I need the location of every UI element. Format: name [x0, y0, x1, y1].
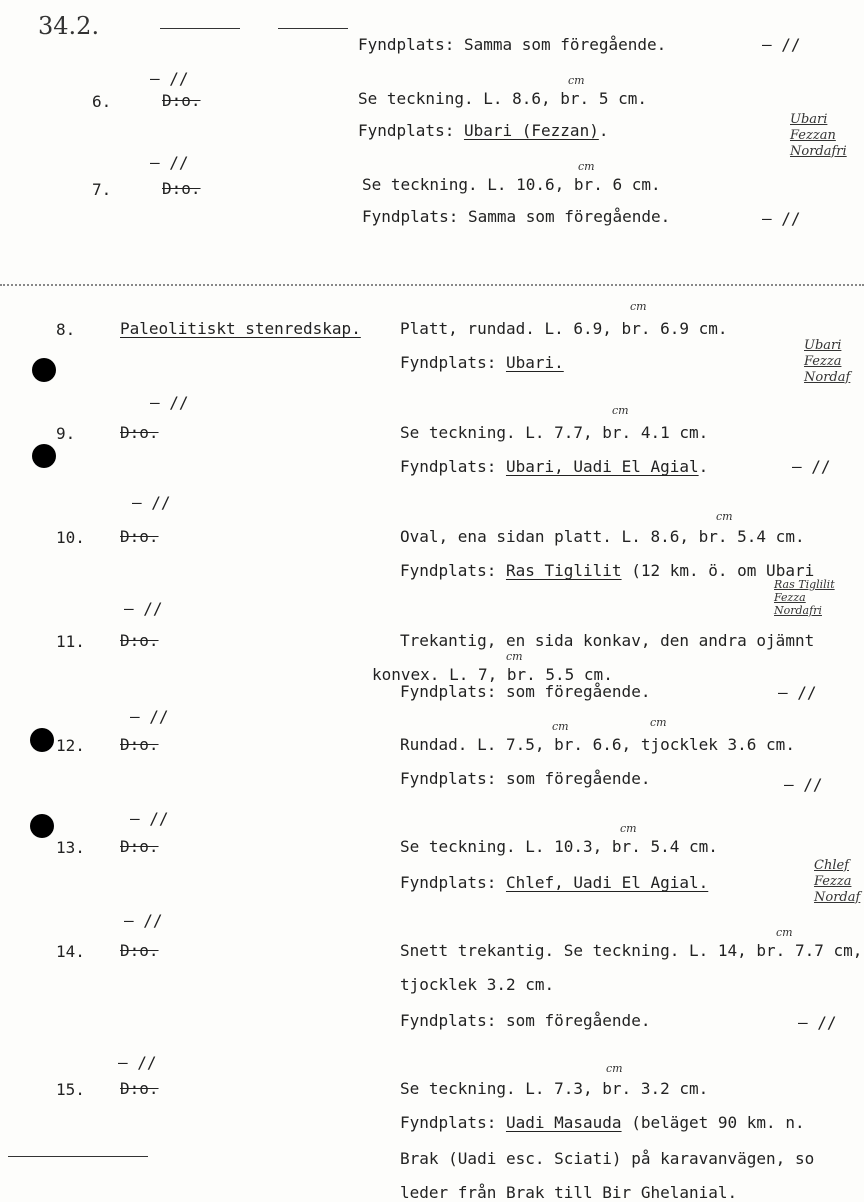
bullet-dot — [30, 814, 54, 838]
margin-note-chlef: Chlef Fezza Nordaf — [814, 858, 861, 905]
entry-11-number: 11. — [56, 632, 85, 651]
ditto-mark: — // — [150, 153, 189, 172]
bullet-dot — [32, 358, 56, 382]
footer-rule — [8, 1156, 148, 1157]
header-rule-2 — [278, 28, 348, 29]
ditto-mark-right: — // — [792, 457, 831, 476]
ditto-mark: — // — [124, 599, 163, 618]
entry-12-number: 12. — [56, 736, 85, 755]
margin-note-ras: Ras Tiglilit Fezza Nordafri — [774, 578, 835, 617]
cm-mark: cm — [578, 160, 595, 173]
entry-12-ditto: D:o. — [120, 735, 159, 754]
ditto-mark: — // — [130, 809, 169, 828]
entry-9-line-2: Fyndplats: Ubari, Uadi El Agial. — [400, 457, 709, 476]
cm-mark: cm — [552, 720, 569, 733]
entry-0-line-1: Fyndplats: Samma som föregående. — [358, 35, 667, 54]
entry-12-line-1: Rundad. L. 7.5, br. 6.6, tjocklek 3.6 cm. — [400, 735, 795, 754]
cm-mark: cm — [776, 926, 793, 939]
entry-13-line-1: Se teckning. L. 10.3, br. 5.4 cm. — [400, 837, 718, 856]
page-break — [0, 284, 864, 286]
entry-10-line-1: Oval, ena sidan platt. L. 8.6, br. 5.4 cm. — [400, 527, 805, 546]
cm-mark: cm — [716, 510, 733, 523]
cm-mark: cm — [568, 74, 585, 87]
ditto-mark: — // — [124, 911, 163, 930]
entry-11-ditto: D:o. — [120, 631, 159, 650]
entry-13-ditto: D:o. — [120, 837, 159, 856]
ditto-mark-right: — // — [762, 209, 801, 228]
entry-13-line-2: Fyndplats: Chlef, Uadi El Agial. — [400, 873, 709, 892]
bullet-dot — [32, 444, 56, 468]
entry-6-ditto: D:o. — [162, 91, 201, 110]
ditto-mark: — // — [118, 1053, 157, 1072]
ditto-mark: — // — [150, 393, 189, 412]
entry-8-number: 8. — [56, 320, 76, 339]
entry-12-line-2: Fyndplats: som föregående. — [400, 769, 651, 788]
entry-6-line-2: Fyndplats: Ubari (Fezzan). — [358, 121, 609, 140]
entry-11-line-1: Trekantig, en sida konkav, den andra ojämnt — [400, 631, 815, 650]
entry-14-ditto: D:o. — [120, 941, 159, 960]
ditto-mark-right: — // — [784, 775, 823, 794]
entry-9-number: 9. — [56, 424, 76, 443]
ditto-mark-right: — // — [762, 35, 801, 54]
entry-8-desc: Paleolitiskt stenredskap. — [120, 319, 361, 338]
cm-mark: cm — [606, 1062, 623, 1075]
entry-9-ditto: D:o. — [120, 423, 159, 442]
cm-mark: cm — [506, 650, 523, 663]
bullet-dot — [30, 728, 54, 752]
entry-15-line-2: Fyndplats: Uadi Masauda (beläget 90 km. n. — [400, 1113, 805, 1132]
cm-mark: cm — [612, 404, 629, 417]
entry-6-line-1: Se teckning. L. 8.6, br. 5 cm. — [358, 89, 647, 108]
ditto-mark: — // — [130, 707, 169, 726]
cm-mark: cm — [650, 716, 667, 729]
entry-13-number: 13. — [56, 838, 85, 857]
entry-14-line-3: Fyndplats: som föregående. — [400, 1011, 651, 1030]
cm-mark: cm — [630, 300, 647, 313]
entry-7-number: 7. — [92, 180, 112, 199]
ditto-mark: — // — [132, 493, 171, 512]
page-ref: 34.2. — [38, 12, 100, 40]
entry-7-ditto: D:o. — [162, 179, 201, 198]
entry-10-line-2: Fyndplats: Ras Tiglilit (12 km. ö. om Ubari — [400, 561, 815, 580]
ditto-mark-right: — // — [798, 1013, 837, 1032]
entry-11-line-2: konvex. L. 7, br. 5.5 cm. — [372, 665, 613, 684]
entry-15-number: 15. — [56, 1080, 85, 1099]
entry-15-line-1: Se teckning. L. 7.3, br. 3.2 cm. — [400, 1079, 709, 1098]
entry-15-line-4: leder från Brak till Bir Ghelanial. — [400, 1183, 738, 1202]
entry-15-line-3: Brak (Uadi esc. Sciati) på karavanvägen, so — [400, 1149, 815, 1168]
entry-9-line-1: Se teckning. L. 7.7, br. 4.1 cm. — [400, 423, 709, 442]
entry-8-line-2: Fyndplats: Ubari. — [400, 353, 564, 372]
entry-14-number: 14. — [56, 942, 85, 961]
entry-7-line-2: Fyndplats: Samma som föregående. — [362, 207, 671, 226]
ditto-mark-right: — // — [778, 683, 817, 702]
entry-14-line-1: Snett trekantig. Se teckning. L. 14, br. 7.7 cm, — [400, 941, 863, 960]
ditto-mark: — // — [150, 69, 189, 88]
entry-10-ditto: D:o. — [120, 527, 159, 546]
entry-10-number: 10. — [56, 528, 85, 547]
entry-11-line-3: Fyndplats: som föregående. — [400, 682, 651, 701]
header-rule — [160, 28, 240, 29]
entry-8-line-1: Platt, rundad. L. 6.9, br. 6.9 cm. — [400, 319, 728, 338]
margin-note-ubari-fezzan: Ubari Fezzan Nordafri — [790, 112, 847, 159]
cm-mark: cm — [620, 822, 637, 835]
entry-7-line-1: Se teckning. L. 10.6, br. 6 cm. — [362, 175, 661, 194]
margin-note-ubari-fezza: Ubari Fezza Nordaf — [804, 338, 851, 385]
entry-15-ditto: D:o. — [120, 1079, 159, 1098]
entry-14-line-2: tjocklek 3.2 cm. — [400, 975, 555, 994]
entry-6-number: 6. — [92, 92, 112, 111]
